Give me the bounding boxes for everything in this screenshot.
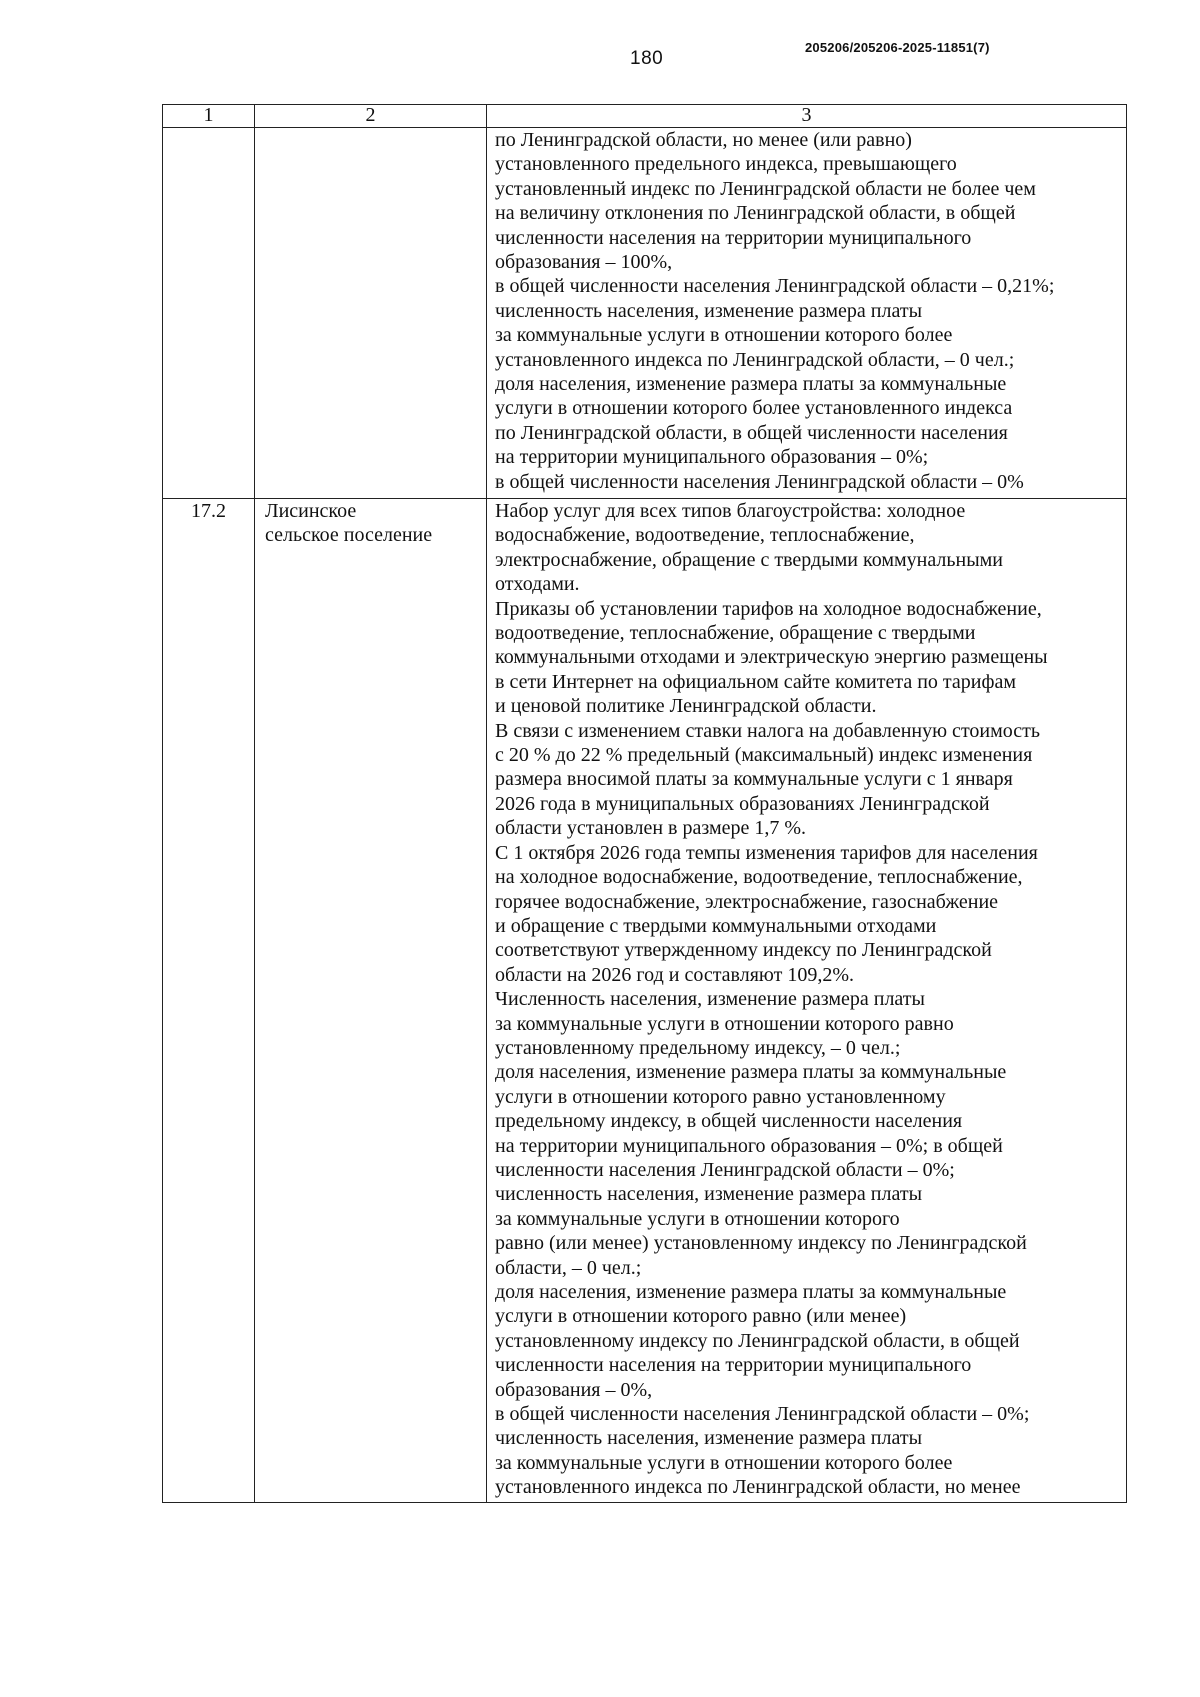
text-line: установленный индекс по Ленинградской области не более чем (495, 177, 1036, 200)
text-line: по Ленинградской области, в общей численности населения (495, 421, 1008, 444)
text-line: и ценовой политике Ленинградской области. (495, 695, 877, 718)
text-line: численности населения Ленинградской области – 0%; (495, 1158, 955, 1181)
text-line: Набор услуг для всех типов благоустройства: холодное (495, 500, 966, 522)
text-line: на величину отклонения по Ленинградской области, в общей (495, 202, 1016, 225)
text-line: водоотведение, теплоснабжение, обращение с твердыми (495, 622, 976, 645)
text-line: Приказы об установлении тарифов на холодное водоснабжение, (495, 597, 1042, 620)
text-line: численности населения на территории муниципального (495, 1354, 972, 1377)
text-line: соответствуют утвержденному индексу по Ленинградской (495, 939, 992, 962)
text-line: по Ленинградской области, но менее (или равно) (495, 129, 912, 151)
text-line: на территории муниципального образования – 0%; в общей (495, 1134, 1003, 1157)
text-line: на территории муниципального образования – 0%; (495, 446, 929, 469)
text-line: доля населения, изменение размера платы за коммунальные (495, 373, 1007, 396)
description-cell (487, 499, 1127, 1503)
column-header-2: 2 (255, 105, 487, 128)
text-line: горячее водоснабжение, электроснабжение, газоснабжение (495, 890, 999, 913)
text-line: В связи с изменением ставки налога на добавленную стоимость (495, 719, 1041, 742)
settlement-name-line: Лисинское (265, 500, 357, 522)
text-line: численность населения, изменение размера платы (495, 1427, 923, 1450)
text-line: доля населения, изменение размера платы за коммунальные (495, 1281, 1007, 1303)
text-line: Численность населения, изменение размера платы (495, 988, 925, 1011)
table-row-continued (163, 128, 1127, 499)
text-line: доля населения, изменение размера платы за коммунальные (495, 1061, 1007, 1084)
text-line: образования – 0%, (495, 1378, 653, 1401)
text-line: области установлен в размере 1,7 %. (495, 817, 807, 840)
text-line: установленного предельного индекса, превышающего (495, 153, 957, 176)
text-line: установленному предельному индексу, – 0 чел.; (495, 1036, 901, 1059)
text-line: с 20 % до 22 % предельный (максимальный) индекс изменения (495, 744, 1033, 767)
text-line: установленного индекса по Ленинградской области, но менее (495, 1476, 1021, 1499)
text-line: 2026 года в муниципальных образованиях Ленинградской (495, 792, 990, 815)
description-cell (487, 128, 1127, 499)
text-line: водоснабжение, водоотведение, теплоснабжение, (495, 524, 915, 547)
text-line: на холодное водоснабжение, водоотведение, теплоснабжение, (495, 866, 1023, 889)
document-id: 205206/205206-2025-11851(7) (805, 40, 990, 55)
text-line: в общей численности населения Ленинградской области – 0%; (495, 1403, 1030, 1426)
table-row-17-2 (163, 499, 1127, 1503)
text-line: предельному индексу, в общей численности населения (495, 1110, 963, 1133)
table-header-row (163, 105, 1127, 128)
text-line: установленному индексу по Ленинградской области, в общей (495, 1329, 1020, 1352)
text-line: С 1 октября 2026 года темпы изменения тарифов для населения (495, 841, 1038, 864)
text-line: установленного индекса по Ленинградской области, – 0 чел.; (495, 348, 1015, 371)
text-line: услуги в отношении которого равно установленному (495, 1085, 946, 1108)
text-line: размера вносимой платы за коммунальные услуги с 1 января (495, 768, 1013, 791)
text-line: коммунальными отходами и электрическую энергию размещены (495, 646, 1048, 669)
row-number-cell: 17.2 (163, 499, 255, 1503)
tariff-table (162, 104, 1127, 1503)
settlement-name-line: сельское поселение (265, 524, 433, 547)
text-line: и обращение с твердыми коммунальными отходами (495, 914, 937, 937)
settlement-name-cell (255, 499, 487, 1503)
text-line: в общей численности населения Ленинградской области – 0,21%; (495, 275, 1055, 298)
column-header-3: 3 (487, 105, 1127, 128)
text-line: равно (или менее) установленному индексу по Ленинградской (495, 1232, 1027, 1255)
column-header-1: 1 (163, 105, 255, 128)
text-line: области, – 0 чел.; (495, 1256, 642, 1279)
text-line: за коммунальные услуги в отношении которого более (495, 324, 953, 347)
text-line: в общей численности населения Ленинградской области – 0% (495, 470, 1024, 493)
settlement-name-cell (255, 128, 487, 499)
text-line: области на 2026 год и составляют 109,2%. (495, 963, 854, 986)
text-line: численности населения на территории муниципального (495, 226, 972, 249)
text-line: за коммунальные услуги в отношении которого более (495, 1451, 953, 1474)
text-line: за коммунальные услуги в отношении которого (495, 1207, 900, 1230)
text-line: услуги в отношении которого равно (или менее) (495, 1305, 907, 1328)
text-line: в сети Интернет на официальном сайте комитета по тарифам (495, 670, 1016, 693)
row-number-cell (163, 128, 255, 499)
text-line: численность населения, изменение размера платы (495, 299, 923, 322)
text-line: электроснабжение, обращение с твердыми коммунальными (495, 548, 1003, 571)
text-line: за коммунальные услуги в отношении которого равно (495, 1012, 954, 1035)
text-line: услуги в отношении которого более установленного индекса (495, 397, 1013, 420)
page-number: 180 (630, 48, 664, 69)
text-line: отходами. (495, 573, 580, 596)
text-line: образования – 100%, (495, 251, 673, 274)
text-line: численность населения, изменение размера платы (495, 1183, 923, 1206)
